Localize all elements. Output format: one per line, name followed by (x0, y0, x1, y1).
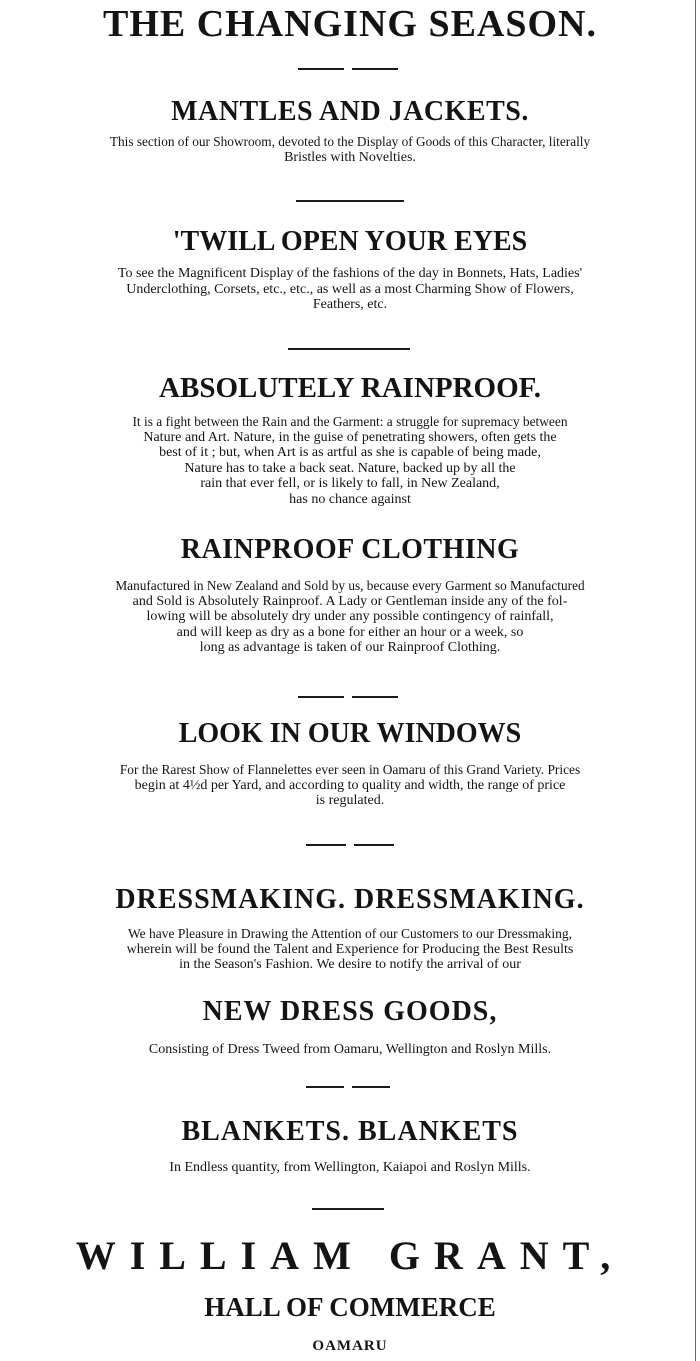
text-line: This section of our Showroom, devoted to the Display of Goods of this Character, literally (109, 134, 591, 149)
text-line: best of it ; but, when Art is as artful as she is capable of being made, (159, 445, 541, 460)
section-heading-rainproof: ABSOLUTELY RAINPROOF. (159, 372, 541, 404)
divider-dash (306, 1086, 344, 1088)
divider-dash (354, 844, 394, 846)
column-rule (695, 0, 696, 1361)
divider-dash (298, 696, 344, 698)
text-line: is regulated. (315, 793, 385, 808)
text-line: Bristles with Novelties. (284, 149, 416, 165)
text-line: Nature and Art. Nature, in the guise of penetrating showers, often gets the (143, 429, 557, 445)
section-text-rainproof (0, 414, 700, 507)
merchant-name: WILLIAM GRANT, (75, 1233, 625, 1278)
text-line: Consisting of Dress Tweed from Oamaru, Wellington and Roslyn Mills. (148, 1042, 552, 1057)
text-line: In Endless quantity, from Wellington, Kaiapoi and Roslyn Mills. (169, 1160, 531, 1175)
divider-dash (352, 1086, 390, 1088)
divider-rule (288, 348, 410, 350)
section-heading-mantles: MANTLES AND JACKETS. (171, 96, 529, 127)
text-line: We have Pleasure in Drawing the Attention of our Customers to our Dressmaking, (128, 926, 572, 941)
divider-dash (352, 68, 398, 70)
text-line: rain that ever fell, or is likely to fall, in New Zealand, (200, 476, 500, 491)
divider-rule (296, 200, 404, 202)
section-text-dressmaking (0, 926, 700, 973)
section-text-eyes (0, 266, 700, 313)
section-text-blankets (0, 1160, 700, 1176)
text-line: long as advantage is taken of our Rainproof Clothing. (199, 640, 501, 655)
section-heading-dress-goods: NEW DRESS GOODS, (202, 996, 498, 1027)
section-heading-windows: LOOK IN OUR WINDOWS (178, 718, 522, 749)
text-line: Nature has to take a back seat. Nature, backed up by all the (184, 460, 516, 476)
text-line: has no chance against (289, 491, 411, 507)
text-line: Underclothing, Corsets, etc., etc., as well as a most Charming Show of Flowers, (126, 281, 574, 297)
premises-name: HALL OF COMMERCE (204, 1292, 496, 1322)
town-name: OAMARU (312, 1338, 388, 1354)
text-line: It is a fight between the Rain and the Garment: a struggle for supremacy between (132, 414, 568, 429)
section-heading-eyes: 'TWILL OPEN YOUR EYES (172, 226, 528, 257)
section-text-clothing (0, 578, 700, 656)
text-line: and Sold is Absolutely Rainproof. A Lady or Gentleman inside any of the fol- (132, 593, 568, 609)
masthead: THE CHANGING SEASON. (102, 3, 598, 45)
divider-dash (298, 68, 344, 70)
text-line: in the Season's Fashion. We desire to notify the arrival of our (179, 957, 521, 972)
text-line: and will keep as dry as a bone for either an hour or a week, so (176, 624, 524, 640)
section-heading-blankets: BLANKETS. BLANKETS (181, 1116, 519, 1147)
text-line: wherein will be found the Talent and Experience for Producing the Best Results (126, 941, 574, 957)
section-text-dress-goods (0, 1042, 700, 1058)
text-line: For the Rarest Show of Flannelettes ever seen in Oamaru of this Grand Variety. Prices (119, 762, 581, 777)
section-text-windows (0, 762, 700, 809)
divider-dash (306, 844, 346, 846)
section-heading-clothing: RAINPROOF CLOTHING (180, 534, 520, 565)
divider-dash (352, 696, 398, 698)
text-line: Feathers, etc. (312, 297, 388, 312)
text-line: To see the Magnificent Display of the fashions of the day in Bonnets, Hats, Ladies' (117, 266, 583, 281)
text-line: lowing will be absolutely dry under any possible contingency of rainfall, (146, 609, 554, 624)
section-heading-dressmaking: DRESSMAKING. DRESSMAKING. (115, 884, 585, 915)
section-text-mantles (0, 134, 700, 165)
divider-rule (312, 1208, 384, 1210)
text-line: begin at 4½d per Yard, and according to quality and width, the range of price (134, 777, 566, 793)
text-line: Manufactured in New Zealand and Sold by us, because every Garment so Manufactured (115, 578, 585, 593)
